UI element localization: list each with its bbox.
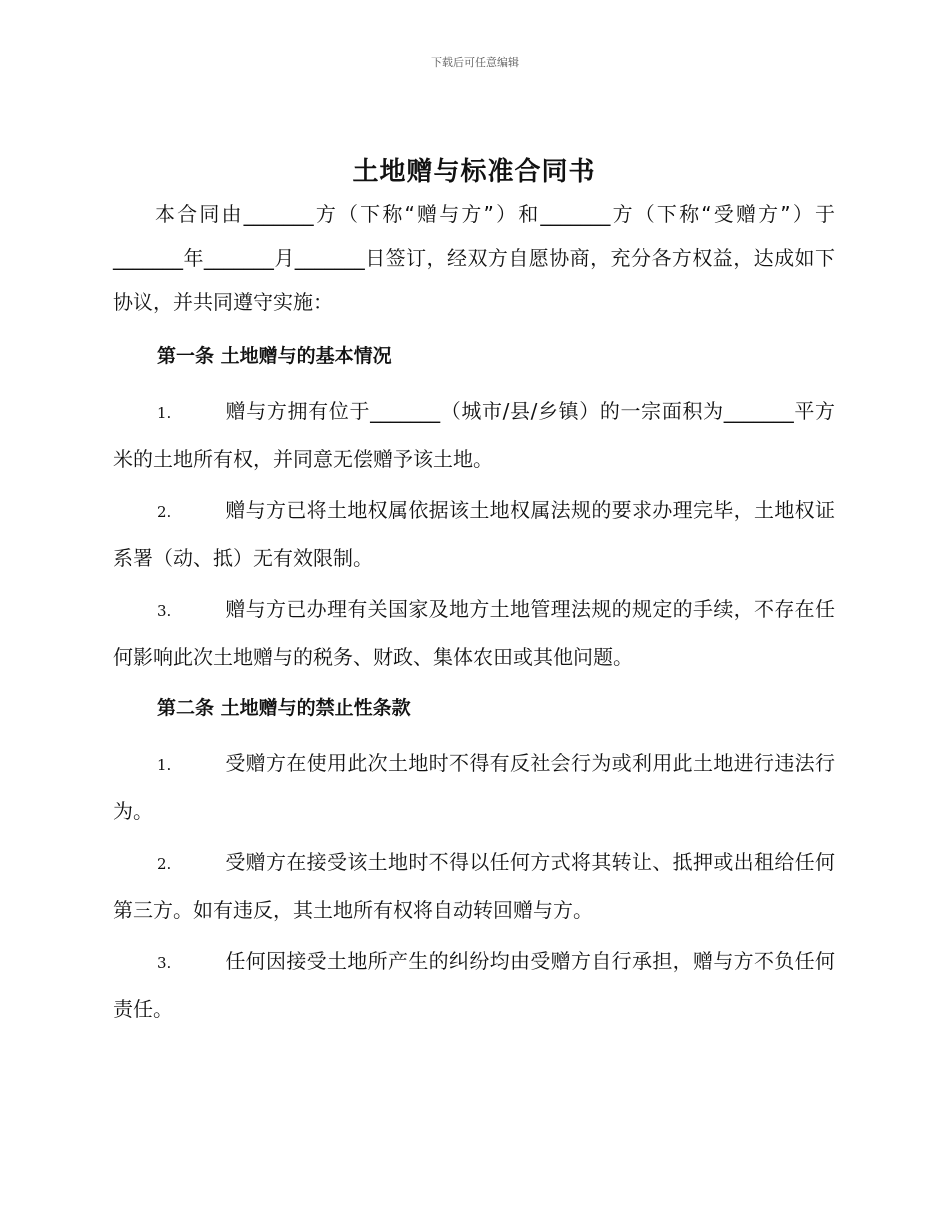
clause-number: 2. — [157, 855, 172, 873]
clause-2-1 — [113, 740, 835, 834]
clause-text: 任何因接受土地所产生的纠纷均由受赠方自行承担，赠与方不负任何责任。 — [113, 949, 835, 1021]
intro-paragraph: 本合同由_______方（下称“赠与方”）和_______方（下称“受赠方”）于_______年_______月_______日签订，经双方自愿协商，充分各方权益，达成如下协议，并共同遵守实施： — [113, 202, 835, 314]
clause-number: 3. — [157, 954, 172, 972]
clause-number: 3. — [157, 602, 172, 620]
clause-text: 受赠方在接受该土地时不得以任何方式将其转让、抵押或出租给任何第三方。如有违反，其土地所有权将自动转回赠与方。 — [113, 850, 835, 922]
clause-2-3 — [113, 938, 835, 1032]
clause-text: 赠与方拥有位于_______（城市/县/乡镇）的一宗面积为_______平方米的土地所有权，并同意无偿赠予该土地。 — [113, 399, 835, 471]
clause-text: 受赠方在使用此次土地时不得有反社会行为或利用此土地进行违法行为。 — [113, 751, 835, 823]
clause-text: 赠与方已将土地权属依据该土地权属法规的要求办理完毕，土地权证系署（动、抵）无有效限制。 — [113, 498, 835, 570]
header-note: 下载后可任意编辑 — [431, 56, 519, 69]
clause-1-3 — [113, 586, 835, 680]
clause-number: 1. — [157, 756, 172, 774]
clause-1-1 — [113, 388, 835, 482]
document-title: 土地赠与标准合同书 — [352, 157, 596, 187]
clause-number: 2. — [157, 503, 172, 521]
clause-1-2 — [113, 487, 835, 581]
clause-number: 1. — [157, 404, 172, 422]
clause-text: 赠与方已办理有关国家及地方土地管理法规的规定的手续，不存在任何影响此次土地赠与的税务、财政、集体农田或其他问题。 — [113, 597, 835, 669]
section-heading-1: 第一条 土地赠与的基本情况 — [157, 345, 392, 367]
section-heading-2: 第二条 土地赠与的禁止性条款 — [157, 697, 411, 719]
clause-2-2 — [113, 839, 835, 933]
